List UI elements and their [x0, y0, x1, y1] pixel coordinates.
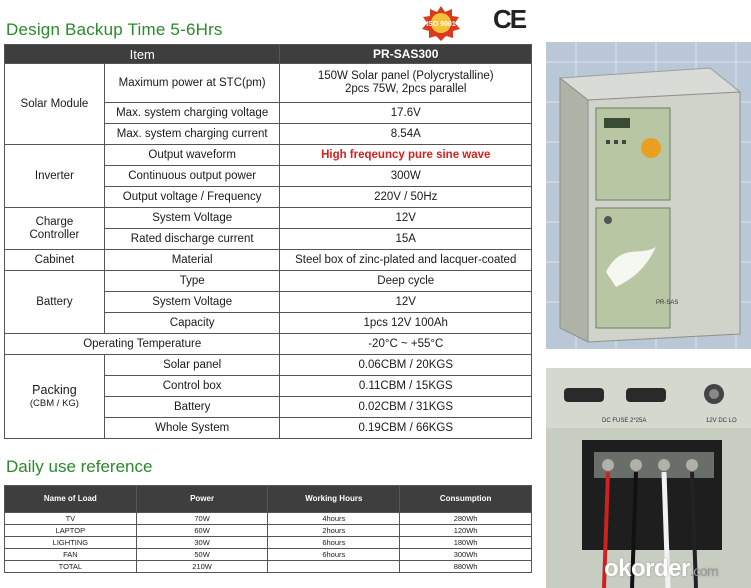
- cell-consumption: 120Wh: [400, 525, 532, 537]
- group-cabinet: Cabinet: [5, 250, 105, 271]
- group-charge-controller: [5, 208, 105, 250]
- row-value: 12V: [280, 292, 532, 313]
- table-row: [5, 271, 532, 292]
- cell-consumption: 300Wh: [400, 549, 532, 561]
- table-row: [5, 549, 532, 561]
- cell-load: TV: [5, 513, 137, 525]
- row-label: Max. system charging voltage: [104, 103, 280, 124]
- table-row: [5, 64, 532, 103]
- row-value: 12V: [280, 208, 532, 229]
- row-label: Rated discharge current: [104, 229, 280, 250]
- daily-use-title: Daily use reference: [6, 457, 153, 476]
- value-line: 150W Solar panel (Polycrystalline): [317, 70, 494, 82]
- row-label: Capacity: [104, 313, 280, 334]
- row-label: Solar panel: [104, 355, 280, 376]
- cell-hours: 2hours: [268, 525, 400, 537]
- row-value: -20°C ~ +55°C: [280, 334, 532, 355]
- row-value: 0.02CBM / 31KGS: [280, 397, 532, 418]
- ce-mark: CE: [493, 4, 526, 34]
- row-value: 0.19CBM / 66KGS: [280, 418, 532, 439]
- cell-hours: 4hours: [268, 513, 400, 525]
- header-power: Power: [136, 486, 268, 513]
- cell-load: LIGHTING: [5, 537, 137, 549]
- header-working-hours: Working Hours: [268, 486, 400, 513]
- cell-power: 70W: [136, 513, 268, 525]
- iso-badge-text: ISO 9001: [426, 21, 456, 28]
- table-row: [5, 513, 532, 525]
- header-name-of-load: Name of Load: [5, 486, 137, 513]
- row-value: 1pcs 12V 100Ah: [280, 313, 532, 334]
- row-value-highlight: High freqeuncy pure sine wave: [280, 145, 532, 166]
- row-value: 8.54A: [280, 124, 532, 145]
- row-label: System Voltage: [104, 292, 280, 313]
- daily-use-table: [4, 485, 532, 573]
- group-line: Charge: [35, 215, 74, 228]
- dc-label: 12V DC LO: [706, 418, 737, 424]
- group-packing: [5, 355, 105, 439]
- row-label: Control box: [104, 376, 280, 397]
- spec-header-row: [5, 45, 532, 64]
- header-model: PR-SAS300: [280, 45, 532, 64]
- row-label: Material: [104, 250, 280, 271]
- panel-label: PR-SAS: [656, 300, 679, 306]
- row-value: Steel box of zinc-plated and lacquer-coated: [280, 250, 532, 271]
- group-line: Controller: [29, 228, 80, 241]
- row-label: Output waveform: [104, 145, 280, 166]
- row-value: 17.6V: [280, 103, 532, 124]
- header-item: Item: [5, 45, 280, 64]
- cell-hours: 6hours: [268, 537, 400, 549]
- operating-temp-label: Operating Temperature: [5, 334, 280, 355]
- row-value: Deep cycle: [280, 271, 532, 292]
- table-row: [5, 145, 532, 166]
- spec-table: [4, 44, 532, 439]
- watermark-suffix: .com: [689, 563, 719, 579]
- group-line: Packing: [32, 382, 77, 397]
- table-row: [5, 334, 532, 355]
- cell-power: 60W: [136, 525, 268, 537]
- cell-consumption: 280Wh: [400, 513, 532, 525]
- cell-power: 50W: [136, 549, 268, 561]
- watermark: [604, 555, 718, 583]
- page-title: Design Backup Time 5-6Hrs: [6, 20, 223, 39]
- row-value: [280, 64, 532, 103]
- table-row: [5, 355, 532, 376]
- cell-load: TOTAL: [5, 561, 137, 573]
- table-row: [5, 525, 532, 537]
- watermark-brand: okorder: [604, 555, 690, 582]
- cell-power: 30W: [136, 537, 268, 549]
- cell-power: 210W: [136, 561, 268, 573]
- cell-consumption: 180Wh: [400, 537, 532, 549]
- row-label: Maximum power at STC(pm): [104, 64, 280, 103]
- row-label: Max. system charging current: [104, 124, 280, 145]
- row-value: 15A: [280, 229, 532, 250]
- cell-hours: 6hours: [268, 549, 400, 561]
- row-label: System Voltage: [104, 208, 280, 229]
- table-row: [5, 250, 532, 271]
- iso-certification-badge: [418, 4, 464, 42]
- row-value: 220V / 50Hz: [280, 187, 532, 208]
- cell-load: FAN: [5, 549, 137, 561]
- group-battery: Battery: [5, 271, 105, 334]
- fuse-label: DC FUSE 2*25A: [602, 418, 647, 424]
- row-label: Battery: [104, 397, 280, 418]
- header-consumption: Consumption: [400, 486, 532, 513]
- cell-hours: [268, 561, 400, 573]
- group-inverter: Inverter: [5, 145, 105, 208]
- row-value: 0.11CBM / 15KGS: [280, 376, 532, 397]
- row-value: 0.06CBM / 20KGS: [280, 355, 532, 376]
- table-row: [5, 537, 532, 549]
- group-unit: (CBM / KG): [29, 397, 79, 409]
- row-label: Whole System: [104, 418, 280, 439]
- cell-consumption: 880Wh: [400, 561, 532, 573]
- value-line: 2pcs 75W, 2pcs parallel: [345, 83, 467, 95]
- cabinet-photo: [546, 42, 751, 349]
- row-label: Continuous output power: [104, 166, 280, 187]
- table-row: [5, 208, 532, 229]
- table-row: [5, 561, 532, 573]
- row-label: Type: [104, 271, 280, 292]
- group-solar-module: Solar Module: [5, 64, 105, 145]
- row-label: Output voltage / Frequency: [104, 187, 280, 208]
- usage-header-row: [5, 486, 532, 513]
- cell-load: LAPTOP: [5, 525, 137, 537]
- row-value: 300W: [280, 166, 532, 187]
